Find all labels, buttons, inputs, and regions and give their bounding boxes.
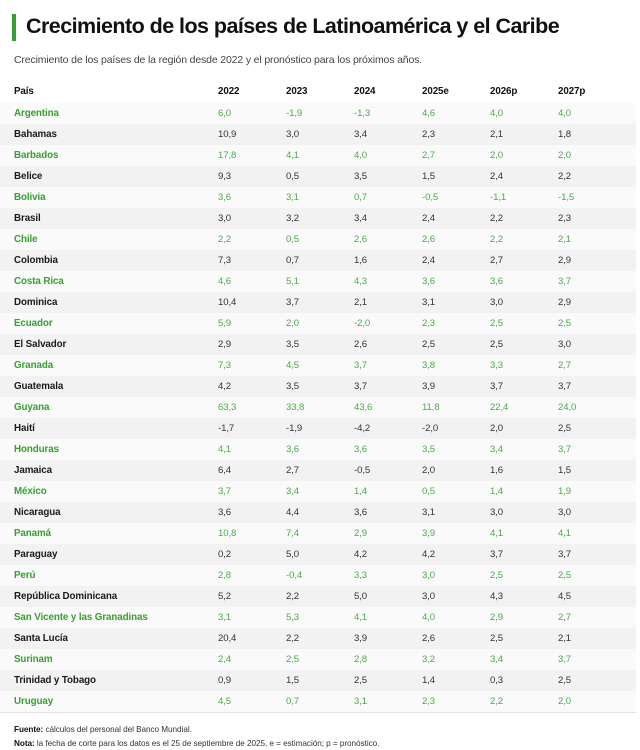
cell-country: Honduras xyxy=(14,444,59,455)
cell-country: República Dominicana xyxy=(14,591,118,602)
cell-value: 3,2 xyxy=(422,654,436,665)
cell-value: 3,5 xyxy=(286,381,300,392)
cell-country: Barbados xyxy=(14,150,59,161)
cell-value: 2,9 xyxy=(558,297,572,308)
cell-value: 10,8 xyxy=(218,528,237,539)
cell-value: 4,0 xyxy=(558,108,572,119)
cell-value: 3,0 xyxy=(490,507,504,518)
cell-value: 0,9 xyxy=(218,675,232,686)
cell-value: 2,0 xyxy=(490,423,504,434)
cell-country: Bolivia xyxy=(14,192,46,203)
cell-value: 2,8 xyxy=(354,654,368,665)
cell-value: 17,8 xyxy=(218,150,237,161)
cell-value: 2,6 xyxy=(354,234,368,245)
table-row xyxy=(0,607,636,628)
cell-value: 3,1 xyxy=(286,192,300,203)
cell-value: 22,4 xyxy=(490,402,509,413)
cell-value: 1,5 xyxy=(558,465,572,476)
cell-value: 5,9 xyxy=(218,318,232,329)
table-row xyxy=(0,166,636,187)
cell-spacer xyxy=(620,124,636,145)
cell-value: 3,6 xyxy=(422,276,436,287)
cell-value: 3,7 xyxy=(490,381,504,392)
cell-value: 3,3 xyxy=(354,570,368,581)
cell-value: 2,5 xyxy=(558,570,572,581)
cell-value: 3,8 xyxy=(422,360,436,371)
cell-value: 1,6 xyxy=(490,465,504,476)
cell-value: 0,7 xyxy=(354,192,368,203)
cell-value: 7,3 xyxy=(218,255,232,266)
cell-value: 2,5 xyxy=(490,318,504,329)
cell-country: Bahamas xyxy=(14,129,57,140)
cell-country: Dominica xyxy=(14,297,58,308)
cell-value: 0,2 xyxy=(218,549,232,560)
cell-value: 2,8 xyxy=(218,570,232,581)
cell-country: San Vicente y las Granadinas xyxy=(14,612,148,623)
cell-value: -0,5 xyxy=(354,465,371,476)
cell-country: Granada xyxy=(14,360,54,371)
cell-spacer xyxy=(620,208,636,229)
cell-value: 3,9 xyxy=(422,528,436,539)
cell-value: 1,8 xyxy=(558,129,572,140)
cell-spacer xyxy=(620,460,636,481)
cell-value: 4,0 xyxy=(354,150,368,161)
cell-value: 2,2 xyxy=(218,234,232,245)
table-row xyxy=(0,250,636,271)
cell-value: 2,2 xyxy=(490,696,504,707)
cell-value: 2,1 xyxy=(558,633,572,644)
cell-value: 0,7 xyxy=(286,696,300,707)
cell-value: 3,0 xyxy=(558,339,572,350)
page-title: Crecimiento de los países de Latinoamérica y el Caribe xyxy=(26,14,560,38)
cell-value: 2,5 xyxy=(354,675,368,686)
cell-spacer xyxy=(620,103,636,124)
cell-value: 4,1 xyxy=(286,150,300,161)
cell-value: -0,5 xyxy=(422,192,439,203)
cell-value: 0,7 xyxy=(286,255,300,266)
cell-spacer xyxy=(620,607,636,628)
cell-spacer xyxy=(620,250,636,271)
cell-value: 2,5 xyxy=(490,339,504,350)
cell-country: Brasil xyxy=(14,213,41,224)
cell-country: Surinam xyxy=(14,654,53,665)
table-header-row xyxy=(0,81,636,103)
cell-value: 2,4 xyxy=(422,213,436,224)
cell-value: 3,7 xyxy=(558,381,572,392)
table-row xyxy=(0,460,636,481)
cell-value: 2,7 xyxy=(558,612,572,623)
cell-value: 3,3 xyxy=(490,360,504,371)
cell-value: 2,7 xyxy=(558,360,572,371)
note-label: Nota: xyxy=(14,739,35,748)
column-header-spacer xyxy=(620,81,636,103)
cell-value: 2,3 xyxy=(422,696,436,707)
cell-value: 2,2 xyxy=(286,633,300,644)
cell-value: 3,0 xyxy=(558,507,572,518)
table-body xyxy=(0,103,636,712)
cell-value: 3,7 xyxy=(286,297,300,308)
cell-value: 2,0 xyxy=(422,465,436,476)
cell-value: 1,4 xyxy=(422,675,436,686)
cell-value: 3,7 xyxy=(558,444,572,455)
cell-value: 2,3 xyxy=(422,129,436,140)
cell-value: -4,2 xyxy=(354,423,371,434)
cell-country: Perú xyxy=(14,570,36,581)
table-row xyxy=(0,145,636,166)
column-header-2027p: 2027p xyxy=(552,81,620,103)
page-header xyxy=(0,0,640,41)
table-row xyxy=(0,523,636,544)
cell-spacer xyxy=(620,418,636,439)
cell-spacer xyxy=(620,628,636,649)
data-note xyxy=(14,737,640,750)
source-label: Fuente: xyxy=(14,725,44,734)
cell-value: -1,7 xyxy=(218,423,235,434)
cell-value: 2,5 xyxy=(286,654,300,665)
cell-value: -1,3 xyxy=(354,108,371,119)
cell-value: 2,9 xyxy=(354,528,368,539)
cell-spacer xyxy=(620,166,636,187)
cell-country: Belice xyxy=(14,171,43,182)
cell-value: 24,0 xyxy=(558,402,577,413)
cell-value: 4,0 xyxy=(490,108,504,119)
cell-spacer xyxy=(620,397,636,418)
cell-value: 2,7 xyxy=(422,150,436,161)
cell-value: 3,0 xyxy=(490,297,504,308)
table-row xyxy=(0,481,636,502)
cell-value: 3,5 xyxy=(286,339,300,350)
cell-value: 1,9 xyxy=(558,486,572,497)
cell-value: 2,9 xyxy=(218,339,232,350)
cell-value: 4,5 xyxy=(218,696,232,707)
cell-country: Uruguay xyxy=(14,696,54,707)
cell-spacer xyxy=(620,376,636,397)
cell-value: 2,5 xyxy=(490,633,504,644)
cell-value: 3,9 xyxy=(354,633,368,644)
cell-value: 3,7 xyxy=(558,654,572,665)
cell-value: 2,2 xyxy=(490,213,504,224)
cell-value: 3,0 xyxy=(422,570,436,581)
cell-value: 4,1 xyxy=(558,528,572,539)
cell-value: 7,4 xyxy=(286,528,300,539)
cell-value: 4,3 xyxy=(354,276,368,287)
table-bottom-divider xyxy=(0,712,636,713)
cell-value: 1,6 xyxy=(354,255,368,266)
table-row xyxy=(0,502,636,523)
cell-value: 3,6 xyxy=(354,444,368,455)
cell-value: 4,5 xyxy=(558,591,572,602)
cell-value: 1,4 xyxy=(490,486,504,497)
cell-spacer xyxy=(620,502,636,523)
cell-value: -1,9 xyxy=(286,423,303,434)
table-row xyxy=(0,229,636,250)
cell-spacer xyxy=(620,292,636,313)
cell-value: 43,6 xyxy=(354,402,373,413)
cell-value: 0,5 xyxy=(422,486,436,497)
cell-value: 4,5 xyxy=(286,360,300,371)
cell-country: Costa Rica xyxy=(14,276,64,287)
cell-value: 2,6 xyxy=(422,633,436,644)
cell-spacer xyxy=(620,565,636,586)
cell-value: 2,7 xyxy=(286,465,300,476)
page-subtitle: Crecimiento de los países de la región desde 2022 y el pronóstico para los próximos años. xyxy=(14,54,423,66)
table-row xyxy=(0,208,636,229)
column-header-2025e: 2025e xyxy=(416,81,484,103)
cell-value: 2,2 xyxy=(490,234,504,245)
cell-spacer xyxy=(620,271,636,292)
cell-value: 5,0 xyxy=(354,591,368,602)
cell-spacer xyxy=(620,145,636,166)
cell-value: 2,0 xyxy=(286,318,300,329)
table-header xyxy=(0,81,636,103)
table-row xyxy=(0,565,636,586)
cell-value: -0,4 xyxy=(286,570,303,581)
table-footnotes xyxy=(14,723,640,750)
cell-country: Paraguay xyxy=(14,549,58,560)
table-row xyxy=(0,586,636,607)
cell-country: Panamá xyxy=(14,528,51,539)
cell-value: 3,0 xyxy=(422,591,436,602)
cell-value: 20,4 xyxy=(218,633,237,644)
cell-country: Nicaragua xyxy=(14,507,61,518)
cell-value: 4,4 xyxy=(286,507,300,518)
cell-value: 2,1 xyxy=(354,297,368,308)
cell-value: 3,6 xyxy=(286,444,300,455)
cell-value: 4,1 xyxy=(218,444,232,455)
cell-value: 2,9 xyxy=(558,255,572,266)
cell-country: México xyxy=(14,486,47,497)
cell-value: 2,4 xyxy=(218,654,232,665)
cell-value: 2,5 xyxy=(558,318,572,329)
cell-value: 2,2 xyxy=(558,171,572,182)
table-row xyxy=(0,187,636,208)
cell-value: -1,5 xyxy=(558,192,575,203)
cell-value: 2,2 xyxy=(286,591,300,602)
source-text: cálculos del personal del Banco Mundial. xyxy=(43,725,192,734)
cell-spacer xyxy=(620,586,636,607)
cell-spacer xyxy=(620,523,636,544)
cell-value: 4,6 xyxy=(218,276,232,287)
table-row xyxy=(0,397,636,418)
growth-table-wrap xyxy=(0,81,640,713)
source-note xyxy=(14,723,640,736)
table-row xyxy=(0,439,636,460)
cell-value: 3,4 xyxy=(354,129,368,140)
cell-spacer xyxy=(620,355,636,376)
accent-bar xyxy=(12,14,16,41)
cell-value: 3,4 xyxy=(490,654,504,665)
cell-value: 2,4 xyxy=(490,171,504,182)
cell-value: -1,9 xyxy=(286,108,303,119)
cell-value: 4,2 xyxy=(422,549,436,560)
cell-country: Argentina xyxy=(14,108,59,119)
cell-value: 3,9 xyxy=(422,381,436,392)
cell-value: 2,5 xyxy=(558,675,572,686)
column-header-2023: 2023 xyxy=(280,81,348,103)
cell-value: 3,4 xyxy=(490,444,504,455)
cell-value: 3,4 xyxy=(286,486,300,497)
cell-value: 6,0 xyxy=(218,108,232,119)
cell-value: 3,4 xyxy=(354,213,368,224)
cell-value: 2,5 xyxy=(490,570,504,581)
table-row xyxy=(0,292,636,313)
cell-spacer xyxy=(620,649,636,670)
cell-value: 2,3 xyxy=(558,213,572,224)
cell-value: 2,5 xyxy=(422,339,436,350)
cell-spacer xyxy=(620,229,636,250)
cell-country: Jamaica xyxy=(14,465,52,476)
cell-value: 2,6 xyxy=(354,339,368,350)
table-row xyxy=(0,271,636,292)
cell-value: 4,0 xyxy=(422,612,436,623)
cell-value: 3,2 xyxy=(286,213,300,224)
column-header-country: País xyxy=(0,81,212,103)
cell-value: 2,4 xyxy=(422,255,436,266)
cell-value: 3,1 xyxy=(354,696,368,707)
cell-value: 2,6 xyxy=(422,234,436,245)
cell-value: 3,1 xyxy=(422,507,436,518)
cell-value: 3,7 xyxy=(354,360,368,371)
cell-spacer xyxy=(620,544,636,565)
cell-spacer xyxy=(620,187,636,208)
cell-value: 0,5 xyxy=(286,171,300,182)
cell-value: 3,7 xyxy=(218,486,232,497)
table-row xyxy=(0,418,636,439)
cell-country: Guatemala xyxy=(14,381,64,392)
cell-value: 3,6 xyxy=(354,507,368,518)
cell-spacer xyxy=(620,481,636,502)
table-row xyxy=(0,334,636,355)
cell-value: 3,6 xyxy=(218,507,232,518)
cell-value: 2,1 xyxy=(490,129,504,140)
cell-value: 2,0 xyxy=(558,696,572,707)
cell-value: 3,7 xyxy=(490,549,504,560)
cell-value: 2,7 xyxy=(490,255,504,266)
cell-value: 0,3 xyxy=(490,675,504,686)
cell-spacer xyxy=(620,313,636,334)
column-header-2024: 2024 xyxy=(348,81,416,103)
cell-value: 4,1 xyxy=(490,528,504,539)
cell-value: 3,0 xyxy=(286,129,300,140)
cell-spacer xyxy=(620,691,636,712)
cell-value: 2,9 xyxy=(490,612,504,623)
cell-country: Trinidad y Tobago xyxy=(14,675,96,686)
cell-value: 3,5 xyxy=(354,171,368,182)
note-text: la fecha de corte para los datos es el 25 de septiembre de 2025, e = estimación; p = pronóstico. xyxy=(34,739,380,748)
cell-value: 3,1 xyxy=(422,297,436,308)
cell-value: 3,6 xyxy=(490,276,504,287)
cell-value: 0,5 xyxy=(286,234,300,245)
cell-value: 4,2 xyxy=(354,549,368,560)
cell-value: 63,3 xyxy=(218,402,237,413)
cell-value: 2,3 xyxy=(422,318,436,329)
table-row xyxy=(0,355,636,376)
cell-value: 1,5 xyxy=(286,675,300,686)
cell-country: Haití xyxy=(14,423,35,434)
cell-value: 4,6 xyxy=(422,108,436,119)
table-row xyxy=(0,691,636,712)
cell-value: 3,1 xyxy=(218,612,232,623)
cell-country: Guyana xyxy=(14,402,50,413)
cell-value: 5,0 xyxy=(286,549,300,560)
cell-value: 10,4 xyxy=(218,297,237,308)
cell-country: Chile xyxy=(14,234,38,245)
cell-value: -1,1 xyxy=(490,192,507,203)
cell-country: Colombia xyxy=(14,255,58,266)
growth-table xyxy=(0,81,636,712)
cell-value: 4,1 xyxy=(354,612,368,623)
table-row xyxy=(0,649,636,670)
cell-value: 7,3 xyxy=(218,360,232,371)
cell-value: -2,0 xyxy=(354,318,371,329)
cell-value: 3,0 xyxy=(218,213,232,224)
cell-value: 3,7 xyxy=(558,276,572,287)
cell-value: 1,5 xyxy=(422,171,436,182)
cell-value: 3,7 xyxy=(558,549,572,560)
cell-spacer xyxy=(620,334,636,355)
cell-value: 9,3 xyxy=(218,171,232,182)
cell-value: 5,2 xyxy=(218,591,232,602)
cell-value: 11,8 xyxy=(422,402,440,413)
cell-country: Santa Lucía xyxy=(14,633,68,644)
cell-value: 2,5 xyxy=(558,423,572,434)
table-row xyxy=(0,628,636,649)
cell-value: 2,0 xyxy=(558,150,572,161)
cell-value: 33,8 xyxy=(286,402,305,413)
cell-value: 2,1 xyxy=(558,234,572,245)
cell-value: 1,4 xyxy=(354,486,368,497)
cell-value: 6,4 xyxy=(218,465,232,476)
table-row xyxy=(0,313,636,334)
cell-value: 4,2 xyxy=(218,381,232,392)
column-header-2022: 2022 xyxy=(212,81,280,103)
table-row xyxy=(0,124,636,145)
cell-value: 4,3 xyxy=(490,591,504,602)
cell-value: 5,3 xyxy=(286,612,300,623)
cell-value: -2,0 xyxy=(422,423,439,434)
cell-country: El Salvador xyxy=(14,339,67,350)
cell-value: 3,7 xyxy=(354,381,368,392)
column-header-2026p: 2026p xyxy=(484,81,552,103)
cell-value: 5,1 xyxy=(286,276,300,287)
table-row xyxy=(0,544,636,565)
cell-value: 2,0 xyxy=(490,150,504,161)
table-row xyxy=(0,376,636,397)
cell-spacer xyxy=(620,439,636,460)
cell-value: 10,9 xyxy=(218,129,237,140)
cell-country: Ecuador xyxy=(14,318,53,329)
cell-value: 3,5 xyxy=(422,444,436,455)
cell-value: 3,6 xyxy=(218,192,232,203)
table-row xyxy=(0,103,636,124)
